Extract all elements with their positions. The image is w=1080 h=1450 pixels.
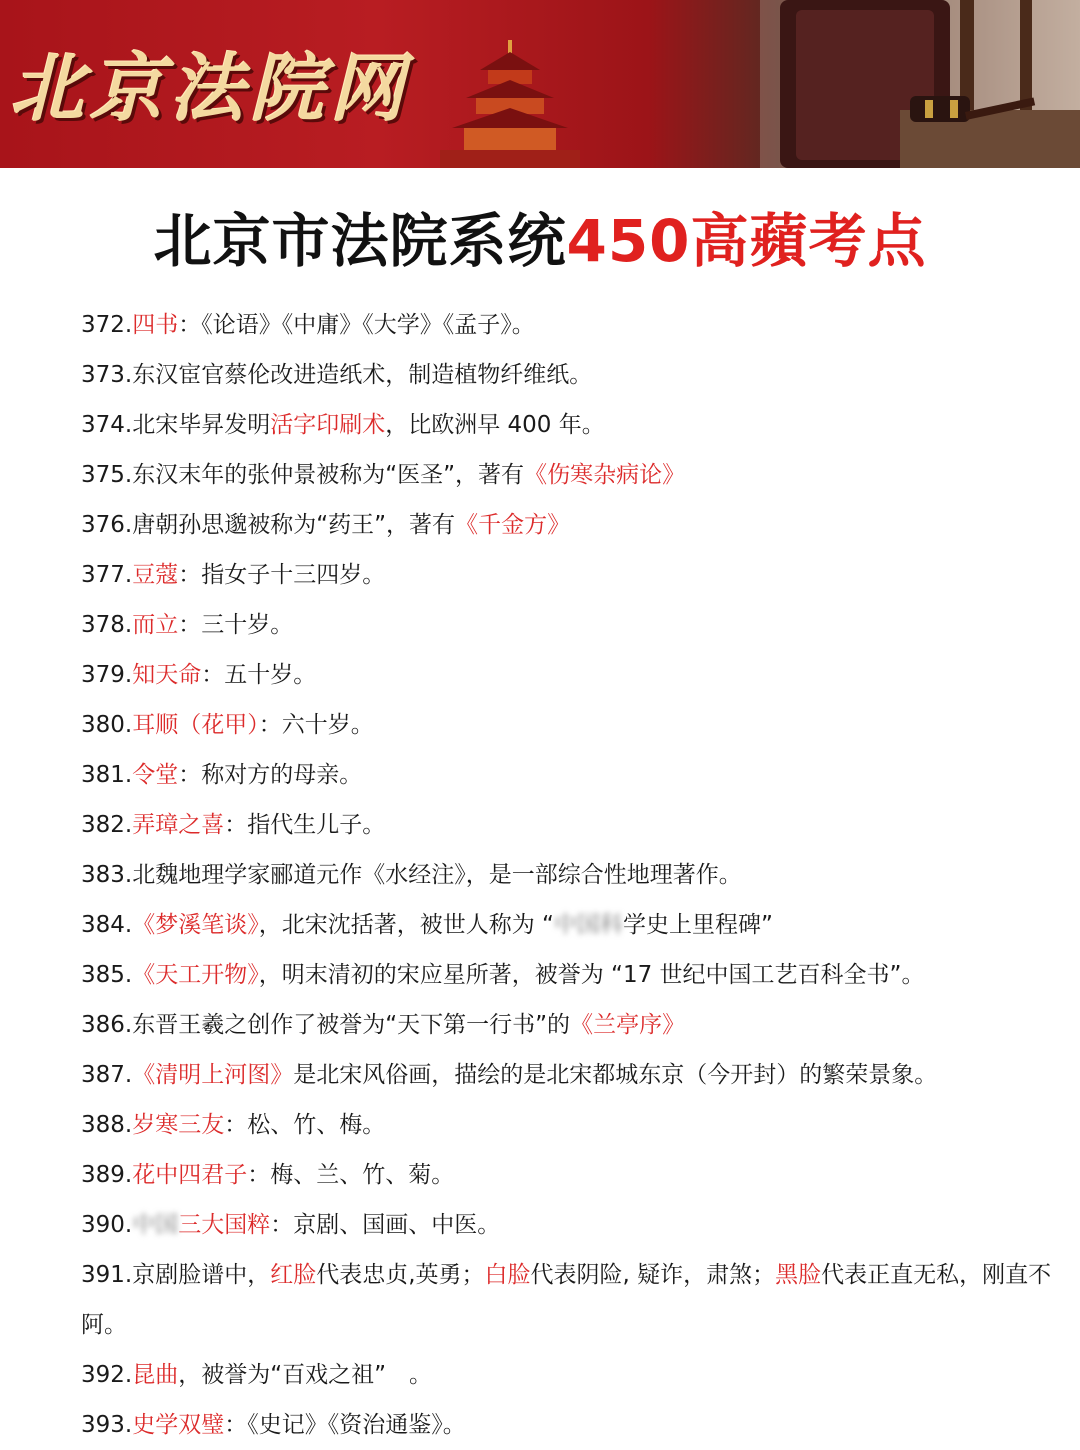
- item-text: ：指女子十三四岁。: [178, 562, 386, 588]
- item-number: 378.: [81, 612, 133, 638]
- item-text: 是北宋风俗画，描绘的是北宋都城东京（今开封）的繁荣景象。: [293, 1062, 938, 1088]
- highlighted-term: 花中四君子: [132, 1162, 248, 1188]
- item-number: 380.: [81, 712, 133, 738]
- knowledge-point-item: [81, 900, 1080, 950]
- item-number: 391.: [81, 1262, 133, 1288]
- highlighted-term: 白脸: [484, 1262, 531, 1288]
- item-number: 389.: [81, 1162, 133, 1188]
- item-number: 377.: [81, 562, 133, 588]
- highlighted-term: 中国: [132, 1212, 179, 1238]
- item-number: 382.: [81, 812, 133, 838]
- item-text: 东汉末年的张仲景被称为“医圣”，著有: [132, 462, 525, 488]
- highlighted-term: 《兰亭序》: [570, 1012, 686, 1038]
- item-text: ：京剧、国画、中医。: [270, 1212, 501, 1238]
- knowledge-point-item: [81, 500, 1080, 550]
- item-number: 373.: [81, 362, 133, 388]
- knowledge-point-item: [81, 850, 1080, 900]
- highlighted-term: 《伤寒杂病论》: [524, 462, 686, 488]
- item-text: ：三十岁。: [178, 612, 294, 638]
- item-text: ：梅、兰、竹、菊。: [247, 1162, 455, 1188]
- highlighted-term: 《天工开物》: [132, 962, 259, 988]
- item-number: 393.: [81, 1412, 133, 1438]
- item-number: 392.: [81, 1362, 133, 1388]
- knowledge-point-item: [81, 1400, 1080, 1450]
- highlighted-term: 弄璋之喜: [132, 812, 225, 838]
- item-text: ：《论语》《中庸》《大学》《孟子》。: [178, 312, 535, 338]
- item-number: 372.: [81, 312, 133, 338]
- highlighted-term: 耳顺（花甲）: [132, 712, 259, 738]
- item-text: ：《史记》《资治通鉴》。: [224, 1412, 466, 1438]
- knowledge-point-item: [81, 400, 1080, 450]
- knowledge-point-item: [81, 1100, 1080, 1150]
- knowledge-point-item: [81, 800, 1080, 850]
- item-text: 东晋王羲之创作了被誉为“天下第一行书”的: [132, 1012, 571, 1038]
- item-text: 京剧脸谱中，: [132, 1262, 271, 1288]
- highlighted-term: 四书: [132, 312, 179, 338]
- item-text: 代表忠贞,英勇；: [316, 1262, 485, 1288]
- item-number: 381.: [81, 762, 133, 788]
- highlighted-term: 黑脸: [775, 1262, 822, 1288]
- item-number: 385.: [81, 962, 133, 988]
- highlighted-term: 知天命: [132, 662, 202, 688]
- item-number: 379.: [81, 662, 133, 688]
- knowledge-point-item: [81, 300, 1080, 350]
- knowledge-point-item: [81, 1350, 1080, 1400]
- item-number: 375.: [81, 462, 133, 488]
- item-text: ：五十岁。: [201, 662, 317, 688]
- knowledge-point-list: [81, 300, 1080, 1450]
- item-number: 376.: [81, 512, 133, 538]
- item-text: ，北宋沈括著，被世人称为 “: [258, 912, 554, 938]
- item-number: 390.: [81, 1212, 133, 1238]
- highlighted-term: 而立: [132, 612, 179, 638]
- site-logo: 北京法院网: [10, 46, 410, 132]
- highlighted-term: 令堂: [132, 762, 179, 788]
- item-text: ：六十岁。: [258, 712, 374, 738]
- item-text: 东汉宦官蔡伦改进造纸术，制造植物纤维纸。: [132, 362, 593, 388]
- page-title-main: 北京市法院系统: [153, 207, 567, 275]
- item-text: ，明末清初的宋应星所著，被誉为 “17 世纪中国工艺百科全书”。: [258, 962, 925, 988]
- temple-of-heaven-image: [430, 40, 590, 168]
- highlighted-term: 《梦溪笔谈》: [132, 912, 259, 938]
- knowledge-point-item: [81, 950, 1080, 1000]
- judge-chair-gavel-image: [760, 0, 1080, 168]
- highlighted-term: 昆曲: [132, 1362, 179, 1388]
- page-title-highlight: 450高蘋考点: [566, 207, 927, 275]
- knowledge-point-item: [81, 1150, 1080, 1200]
- item-number: 386.: [81, 1012, 133, 1038]
- item-text: 代表阴险, 疑诈，肃煞；: [530, 1262, 776, 1288]
- highlighted-term: 豆蔻: [132, 562, 179, 588]
- knowledge-point-item: [81, 450, 1080, 500]
- item-text: 唐朝孙思邈被称为“药王”，著有: [132, 512, 456, 538]
- item-text: ，被誉为“百戏之祖” 。: [178, 1362, 433, 1388]
- highlighted-term: 岁寒三友: [132, 1112, 225, 1138]
- knowledge-point-item: [81, 1050, 1080, 1100]
- item-number: 388.: [81, 1112, 133, 1138]
- knowledge-point-item: [81, 1250, 1080, 1350]
- item-text: ：松、竹、梅。: [224, 1112, 386, 1138]
- item-number: 387.: [81, 1062, 133, 1088]
- page-title: [0, 194, 1080, 278]
- item-number: 384.: [81, 912, 133, 938]
- item-number: 383.: [81, 862, 133, 888]
- knowledge-point-item: [81, 600, 1080, 650]
- highlighted-term: 活字印刷术: [270, 412, 386, 438]
- knowledge-point-item: [81, 650, 1080, 700]
- knowledge-point-item: [81, 550, 1080, 600]
- item-number: 374.: [81, 412, 133, 438]
- item-text: 北宋毕昇发明: [132, 412, 271, 438]
- knowledge-point-item: [81, 700, 1080, 750]
- knowledge-point-item: [81, 750, 1080, 800]
- knowledge-point-item: [81, 1200, 1080, 1250]
- item-text: ：称对方的母亲。: [178, 762, 363, 788]
- highlighted-term: 三大国粹: [178, 1212, 271, 1238]
- highlighted-term: 史学双璧: [132, 1412, 225, 1438]
- item-text: ：指代生儿子。: [224, 812, 386, 838]
- item-text: 学史上里程碑”: [622, 912, 773, 938]
- item-text: 代表正直无私，刚直不阿。: [81, 1262, 1052, 1338]
- highlighted-term: 《千金方》: [455, 512, 571, 538]
- item-text: ，比欧洲早 400 年。: [385, 412, 605, 438]
- highlighted-term: 《清明上河图》: [132, 1062, 294, 1088]
- blurred-text: 中国科: [553, 912, 623, 938]
- item-text: 北魏地理学家郦道元作《水经注》，是一部综合性地理著作。: [132, 862, 742, 888]
- knowledge-point-item: [81, 350, 1080, 400]
- highlighted-term: 红脸: [270, 1262, 317, 1288]
- site-banner: [0, 0, 1080, 168]
- knowledge-point-item: [81, 1000, 1080, 1050]
